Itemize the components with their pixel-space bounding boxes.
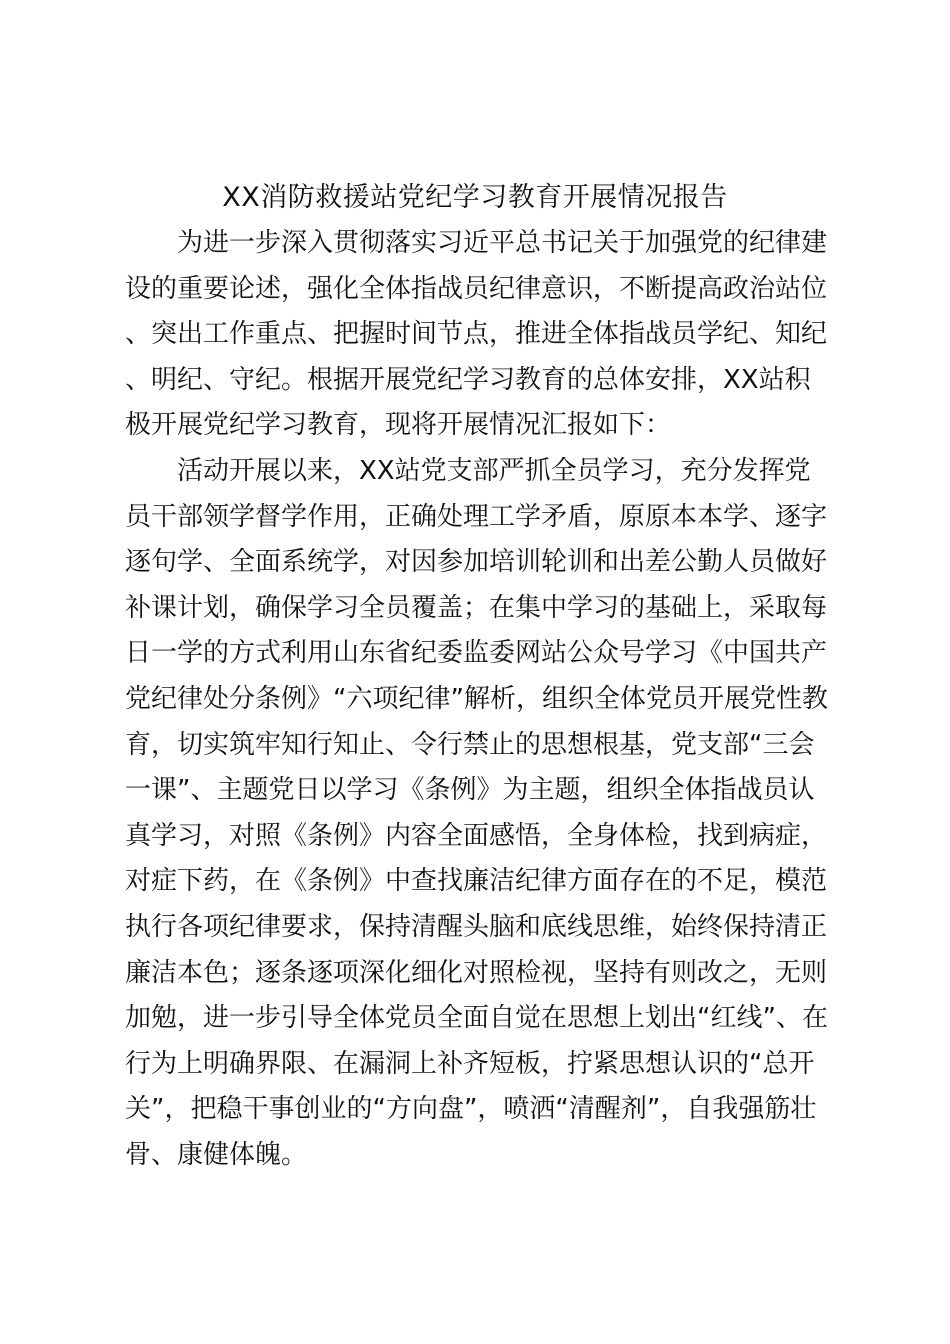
document-body — [125, 221, 835, 1178]
paragraph-intro: 为进一步深入贯彻落实习近平总书记关于加强党的纪律建设的重要论述，强化全体指战员纪律意识，不断提高政治站位、突出工作重点、把握时间节点，推进全体指战员学纪、知纪、明纪、守纪。根据开展党纪学习教育的总体安排，XX站积极开展党纪学习教育，现将开展情况汇报如下： — [125, 228, 828, 441]
paragraph-activities: 活动开展以来，XX站党支部严抓全员学习，充分发挥党员干部领学督学作用，正确处理工学矛盾，原原本本学、逐字逐句学、全面系统学，对因参加培训轮训和出差公勤人员做好补课计划，确保学习全员覆盖；在集中学习的基础上，采取每日一学的方式利用山东省纪委监委网站公众号学习《中国共产党纪律处分条例》“六项纪律”解析，组织全体党员开展党性教育，切实筑牢知行知止、令行禁止的思想根基，党支部“三会一课”、主题党日以学习《条例》为主题，组织全体指战员认真学习，对照《条例》内容全面感悟，全身体检，找到病症，对症下药，在《条例》中查找廉洁纪律方面存在的不足，模范执行各项纪律要求，保持清醒头脑和底线思维，始终保持清正廉洁本色；逐条逐项深化细化对照检视，坚持有则改之，无则加勉，进一步引导全体党员全面自觉在思想上划出“红线”、在行为上明确界限、在漏洞上补齐短板，拧紧思想认识的“总开关”，把稳干事创业的“方向盘”，喷洒“清醒剂”，自我强筋壮骨、康健体魄。 — [125, 455, 828, 1170]
document-title: XX消防救援站党纪学习教育开展情况报告 — [222, 182, 728, 213]
